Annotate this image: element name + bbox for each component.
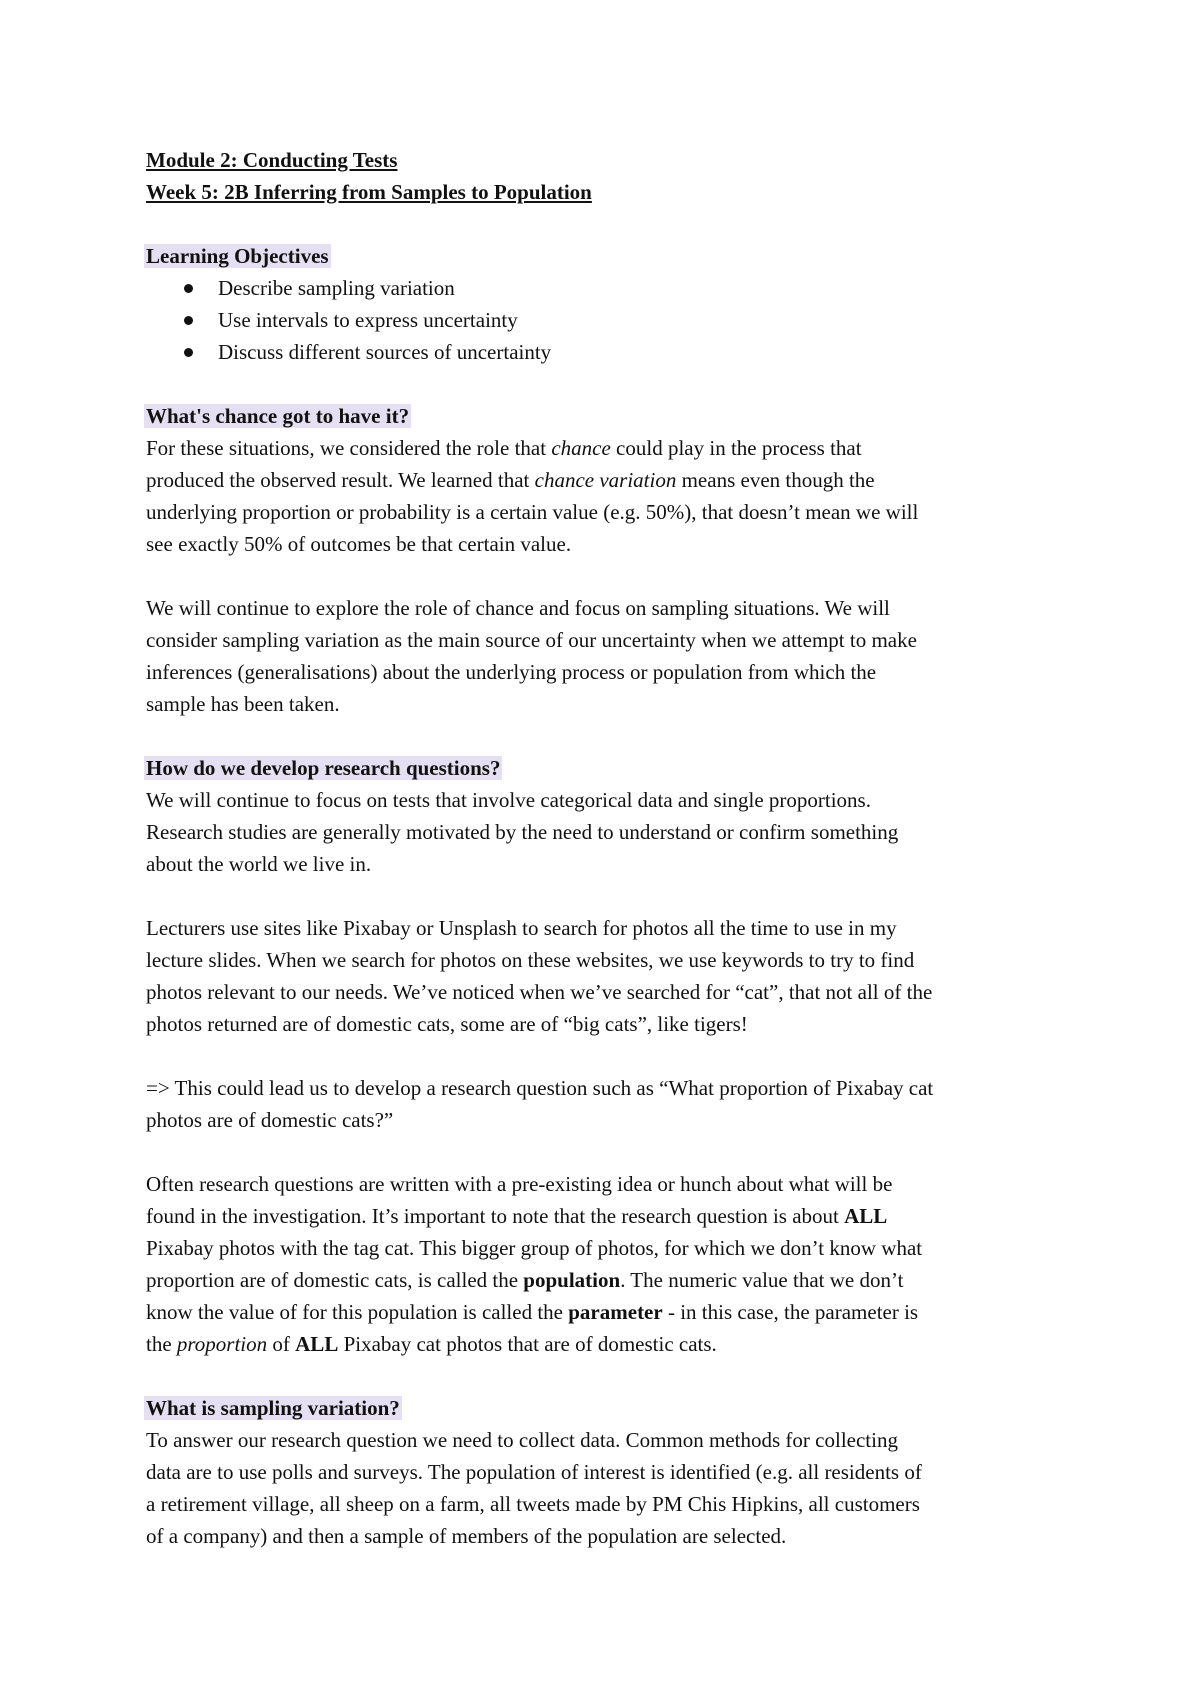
text-run: the	[146, 1332, 177, 1356]
text-run: of	[267, 1332, 296, 1356]
bold-term-parameter: parameter	[568, 1300, 663, 1324]
paragraph-line: Lecturers use sites like Pixabay or Unsplash to search for photos all the time to use in my	[146, 916, 897, 940]
bold-term-all: ALL	[295, 1332, 339, 1356]
spacer	[146, 1136, 1086, 1168]
bullet-icon	[184, 348, 193, 357]
objective-text: Use intervals to express uncertainty	[218, 308, 518, 332]
list-item	[146, 304, 1086, 336]
paragraph-line: photos relevant to our needs. We’ve noticed when we’ve searched for “cat”, that not all of the	[146, 980, 933, 1004]
section-heading-row	[146, 400, 1086, 432]
text-run: . The numeric value that we don’t	[620, 1268, 904, 1292]
text-run: found in the investigation. It’s important to note that the research question is about	[146, 1204, 845, 1228]
paragraph-line: To answer our research question we need to collect data. Common methods for collecting	[146, 1428, 898, 1452]
paragraph-line: underlying proportion or probability is a certain value (e.g. 50%), that doesn’t mean we will	[146, 500, 919, 524]
text-run: know the value of for this population is called the	[146, 1300, 569, 1324]
paragraph-line: a retirement village, all sheep on a farm, all tweets made by PM Chis Hipkins, all customers	[146, 1492, 920, 1516]
paragraph-line	[146, 1264, 1086, 1296]
document-body	[146, 144, 1086, 1552]
text-run: For these situations, we considered the role that	[146, 436, 552, 460]
module-title: Module 2: Conducting Tests	[146, 148, 398, 172]
paragraph-line: Research studies are generally motivated by the need to understand or confirm something	[146, 820, 899, 844]
spacer	[146, 560, 1086, 592]
section-heading-row	[146, 752, 1086, 784]
paragraph-line: see exactly 50% of outcomes be that certain value.	[146, 532, 572, 556]
paragraph-line: => This could lead us to develop a research question such as “What proportion of Pixabay cat	[146, 1076, 934, 1100]
text-run: means even though the	[676, 468, 875, 492]
text-run: - in this case, the parameter is	[662, 1300, 919, 1324]
paragraph-line: inferences (generalisations) about the underlying process or population from which the	[146, 660, 877, 684]
paragraph-line: consider sampling variation as the main source of our uncertainty when we attempt to make	[146, 628, 917, 652]
objectives-list	[146, 272, 1086, 368]
section-heading-research-questions: How do we develop research questions?	[146, 756, 501, 780]
spacer	[146, 368, 1086, 400]
paragraph-line: sample has been taken.	[146, 692, 340, 716]
paragraph-line	[146, 432, 1086, 464]
paragraph-line: lecture slides. When we search for photos on these websites, we use keywords to try to find	[146, 948, 915, 972]
paragraph-line: about the world we live in.	[146, 852, 372, 876]
text-run: Pixabay cat photos that are of domestic cats.	[338, 1332, 717, 1356]
spacer	[146, 880, 1086, 912]
bullet-icon	[184, 284, 193, 293]
spacer	[146, 720, 1086, 752]
paragraph-line	[146, 1200, 1086, 1232]
objectives-heading: Learning Objectives	[146, 244, 329, 268]
objective-text: Discuss different sources of uncertainty	[218, 340, 552, 364]
spacer	[146, 1360, 1086, 1392]
paragraph-line: Pixabay photos with the tag cat. This bigger group of photos, for which we don’t know what	[146, 1236, 923, 1260]
objectives-heading-row	[146, 240, 1086, 272]
paragraph-line: photos are of domestic cats?”	[146, 1108, 394, 1132]
text-run: proportion are of domestic cats, is called the	[146, 1268, 524, 1292]
paragraph-line: Often research questions are written with a pre-existing idea or hunch about what will be	[146, 1172, 893, 1196]
section-heading-sampling-variation: What is sampling variation?	[146, 1396, 400, 1420]
paragraph-line: We will continue to focus on tests that involve categorical data and single proportions.	[146, 788, 871, 812]
paragraph-line	[146, 464, 1086, 496]
paragraph-line: photos returned are of domestic cats, some are of “big cats”, like tigers!	[146, 1012, 748, 1036]
paragraph-line: data are to use polls and surveys. The population of interest is identified (e.g. all residents of	[146, 1460, 922, 1484]
text-run: produced the observed result. We learned that	[146, 468, 535, 492]
paragraph-line	[146, 1328, 1086, 1360]
bold-term-population: population	[523, 1268, 621, 1292]
paragraph-line	[146, 1296, 1086, 1328]
bullet-icon	[184, 316, 193, 325]
section-heading-chance: What's chance got to have it?	[146, 404, 410, 428]
bold-term-all: ALL	[844, 1204, 888, 1228]
list-item	[146, 272, 1086, 304]
paragraph-line: of a company) and then a sample of members of the population are selected.	[146, 1524, 787, 1548]
spacer	[146, 1040, 1086, 1072]
objective-text: Describe sampling variation	[218, 276, 455, 300]
week-title: Week 5: 2B Inferring from Samples to Population	[146, 180, 592, 204]
text-run: could play in the process that	[610, 436, 862, 460]
italic-term-proportion: proportion	[176, 1332, 268, 1356]
paragraph-line: We will continue to explore the role of chance and focus on sampling situations. We will	[146, 596, 890, 620]
spacer	[146, 208, 1086, 240]
italic-term-chance-variation: chance variation	[534, 468, 677, 492]
italic-term-chance: chance	[551, 436, 611, 460]
section-heading-row	[146, 1392, 1086, 1424]
list-item	[146, 336, 1086, 368]
